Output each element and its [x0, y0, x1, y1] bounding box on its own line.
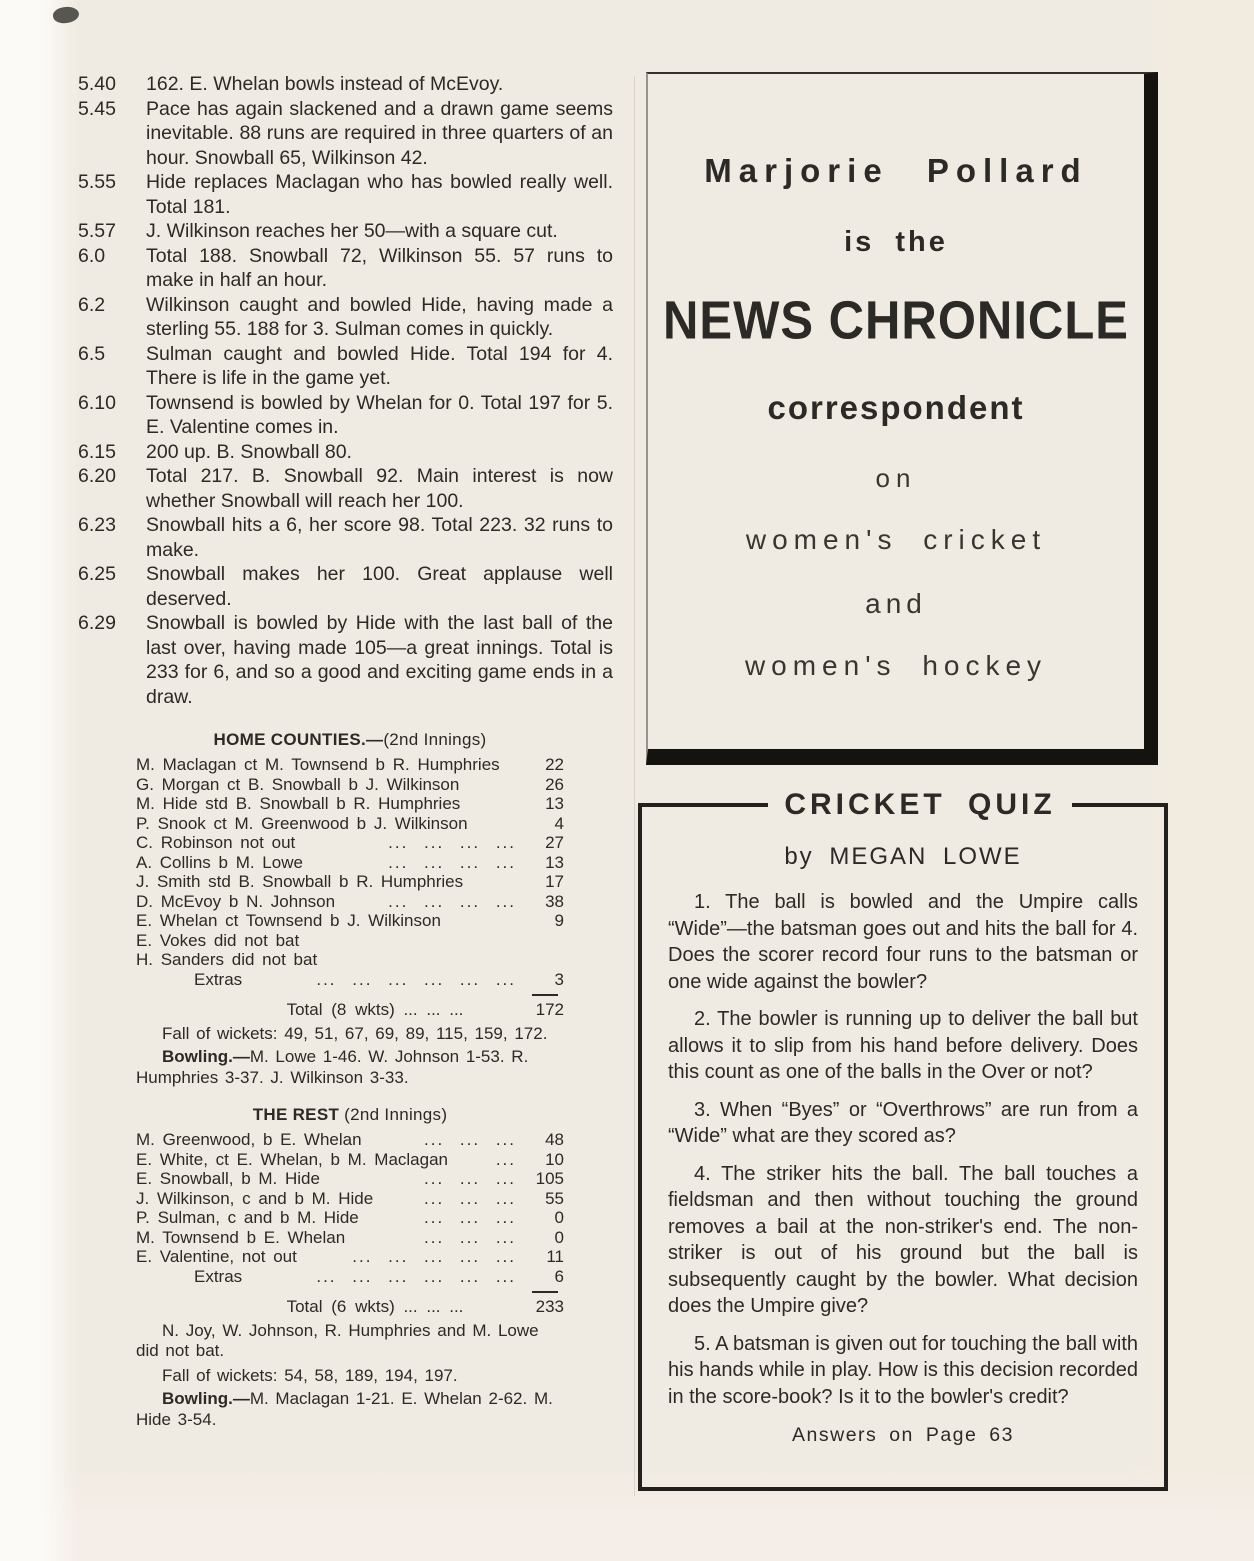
- batter-score: 4: [554, 813, 564, 833]
- batter-dismissal: E. Vokes did not bat: [136, 930, 300, 950]
- quiz-question-3: 3. When “Byes” or “Overthrows” are run from a “Wide” what are they scored as?: [668, 1098, 1138, 1147]
- scorecard-heading: [136, 729, 564, 750]
- dot-leader: ... ... ...: [424, 1208, 516, 1227]
- dot-leader: ... ... ... ... ...: [352, 1247, 516, 1266]
- total-rule: [532, 1291, 558, 1293]
- timeline-text: Wilkinson caught and bowled Hide, having made a sterling 55. 188 for 3. Sulman comes in quickly.: [146, 293, 613, 340]
- bowling-label: Bowling.—: [162, 1389, 250, 1408]
- total-row: [136, 1000, 564, 1020]
- scorecard-heading-team: THE REST: [252, 1105, 340, 1124]
- scan-artifact: [52, 5, 80, 24]
- timeline-time: 6.2: [78, 293, 106, 316]
- batter-score: 0: [554, 1227, 564, 1247]
- batter-dismissal: C. Robinson not out: [136, 833, 296, 852]
- batter-dismissal: P. Sulman, c and b M. Hide: [136, 1208, 359, 1227]
- dot-leader: ... ... ... ...: [388, 833, 516, 852]
- timeline-text: Snowball is bowled by Hide with the last ball of the last over, having made 105—a great innings. Total is 233 for 6, and so a good and exciting game ends in a draw.: [146, 612, 613, 708]
- match-report-column: [78, 72, 613, 1430]
- dot-leader: [299, 931, 528, 951]
- total-rule: [532, 994, 558, 996]
- extras-score: 3: [554, 969, 564, 989]
- batter-dismissal: M. Greenwood, b E. Whelan: [136, 1130, 362, 1149]
- total-label: Total (8 wkts) ... ... ...: [286, 1000, 464, 1019]
- quiz-question-1: 1. The ball is bowled and the Umpire calls “Wide”—the batsman goes out and hits the ball for 4. Does the scorer record four runs to the batsman or one wide against the bowler?: [668, 891, 1138, 993]
- ad-line-name: Marjorie Pollard: [704, 152, 1088, 189]
- batter-score: 0: [554, 1208, 564, 1227]
- ad-line-womens-hockey: women's hockey: [744, 650, 1048, 681]
- quiz-box: [638, 805, 1168, 1491]
- batter-dismissal: A. Collins b M. Lowe: [136, 852, 303, 872]
- timeline-time: 6.0: [78, 244, 106, 267]
- cricket-quiz: [638, 788, 1168, 1491]
- batting-row: [136, 1228, 564, 1248]
- extras-score: 6: [554, 1266, 564, 1286]
- timeline-text: Pace has again slackened and a drawn game seems inevitable. 88 runs are required in three quarters of an hour. Snowball 65, Wilkinson 42.: [146, 97, 613, 169]
- batter-dismissal: J. Wilkinson, c and b M. Hide: [136, 1188, 374, 1208]
- extras-label: Extras: [194, 969, 243, 989]
- dot-leader: [500, 755, 528, 775]
- batting-row: [136, 1189, 564, 1209]
- batter-dismissal: M. Hide std B. Snowball b R. Humphries: [136, 794, 461, 813]
- scorecard-heading-innings: (2nd Innings): [339, 1105, 448, 1124]
- dot-leader: ... ... ...: [424, 1188, 516, 1208]
- timeline-text: Townsend is bowled by Whelan for 0. Total 197 for 5. E. Valentine comes in.: [146, 391, 613, 438]
- quiz-title: CRICKET QUIZ: [784, 788, 1056, 821]
- timeline-time: 6.10: [78, 391, 116, 414]
- dot-leader: [460, 794, 528, 814]
- batter-dismissal: M. Maclagan ct M. Townsend b R. Humphries: [136, 755, 500, 774]
- ad-line-correspondent: correspondent: [767, 389, 1025, 426]
- timeline-time: 6.20: [78, 465, 116, 487]
- timeline-time: 5.45: [78, 97, 116, 120]
- fall-of-wickets: Fall of wickets: 49, 51, 67, 69, 89, 115, 159, 172.: [162, 1023, 548, 1043]
- dot-leader: [463, 872, 528, 892]
- ad-line-and: and: [865, 588, 927, 619]
- batter-score: 22: [545, 755, 564, 774]
- timeline-text: Snowball hits a 6, her score 98. Total 223. 32 runs to make.: [146, 514, 613, 561]
- quiz-byline: by MEGAN LOWE: [784, 843, 1022, 870]
- dot-leader: ... ... ... ...: [388, 852, 516, 872]
- timeline-text: Total 217. B. Snowball 92. Main interest is now whether Snowball will reach her 100.: [146, 465, 613, 512]
- scorecard-heading-team: HOME COUNTIES.—: [213, 730, 384, 749]
- batter-score: 10: [545, 1149, 564, 1169]
- timeline-time: 6.15: [78, 440, 116, 463]
- batter-dismissal: J. Smith std B. Snowball b R. Humphries: [136, 872, 464, 891]
- batter-dismissal: E. Valentine, not out: [136, 1247, 297, 1266]
- batting-row: [136, 775, 564, 795]
- batter-score: 13: [545, 852, 564, 872]
- total-score: 172: [535, 1000, 564, 1019]
- total-row: [136, 1297, 564, 1317]
- timeline-entry: [78, 219, 613, 244]
- timeline-entry: [78, 611, 613, 709]
- dot-leader: ... ... ...: [424, 1130, 516, 1149]
- dot-leader: [468, 814, 528, 834]
- quiz-answers-reference: Answers on Page 63: [792, 1424, 1014, 1446]
- scorecard-heading-innings: (2nd Innings): [383, 730, 487, 749]
- timeline-time: 6.5: [78, 342, 106, 365]
- bowling-text: M. Lowe 1-46. W. Johnson 1-53. R. Humphries 3-37. J. Wilkinson 3-33.: [136, 1047, 529, 1087]
- batter-score: 27: [545, 833, 564, 852]
- batter-dismissal: M. Townsend b E. Whelan: [136, 1227, 346, 1247]
- batting-row: [136, 755, 564, 775]
- the-rest-scorecard: [136, 1104, 564, 1430]
- timeline-time: 6.25: [78, 563, 116, 585]
- batting-row: [136, 833, 564, 853]
- timeline-text: 200 up. B. Snowball 80.: [146, 440, 352, 463]
- batter-score: 9: [554, 911, 564, 930]
- quiz-question-2: 2. The bowler is running up to deliver the ball but allows it to slip from his hand before delivery. Does this count as one of the balls in the Over or not?: [668, 1008, 1138, 1083]
- ad-line-is-the: is the: [844, 226, 948, 258]
- ad-line-paper-name: NEWS CHRONICLE: [663, 291, 1129, 351]
- total-score: 233: [535, 1297, 564, 1316]
- match-timeline: [78, 72, 613, 709]
- batting-row: [136, 931, 564, 951]
- timeline-time: 5.55: [78, 171, 116, 193]
- timeline-time: 5.40: [78, 73, 116, 95]
- timeline-time: 6.23: [78, 514, 116, 536]
- column-divider-line: [634, 76, 635, 1496]
- timeline-entry: [78, 513, 613, 562]
- batter-dismissal: E. Snowball, b M. Hide: [136, 1169, 320, 1188]
- batter-score: 48: [545, 1130, 564, 1149]
- timeline-entry: [78, 342, 613, 391]
- title-rule-left: [638, 803, 768, 807]
- batting-row: [136, 892, 564, 912]
- timeline-text: J. Wilkinson reaches her 50—with a square cut.: [146, 220, 558, 242]
- batting-row: [136, 1169, 564, 1189]
- batter-score: 11: [546, 1247, 564, 1266]
- batting-row: [136, 1247, 564, 1267]
- timeline-text: 162. E. Whelan bowls instead of McEvoy.: [146, 73, 504, 95]
- right-column: [638, 72, 1168, 1491]
- batter-score: 17: [545, 872, 564, 891]
- scorecard-heading: [136, 1104, 564, 1125]
- batter-score: [528, 950, 564, 970]
- timeline-entry: [78, 562, 613, 611]
- total-label: Total (6 wkts) ... ... ...: [286, 1297, 464, 1316]
- bowling-figures: [136, 1047, 564, 1088]
- timeline-entry: [78, 440, 613, 465]
- quiz-question-4: 4. The striker hits the ball. The ball touches a fieldsman and then without touching the ground removes a bail at the non-striker's end. The non-striker is out of his ground but the ball is subsequently caught by the bowler. What decision does the Umpire give?: [668, 1162, 1138, 1317]
- dot-leader: ...: [495, 1149, 516, 1169]
- batting-row: [136, 911, 564, 931]
- dot-leader: ... ... ...: [424, 1169, 516, 1188]
- batting-row: [136, 1208, 564, 1228]
- batter-dismissal: P. Snook ct M. Greenwood b J. Wilkinson: [136, 813, 468, 833]
- bowling-label: Bowling.—: [162, 1047, 250, 1066]
- batting-row: [136, 872, 564, 892]
- timeline-entry: [78, 170, 613, 219]
- ad-line-on: on: [875, 463, 917, 493]
- extras-row: [136, 1267, 564, 1287]
- batting-row: [136, 814, 564, 834]
- timeline-text: Hide replaces Maclagan who has bowled really well. Total 181.: [146, 171, 613, 218]
- batter-dismissal: G. Morgan ct B. Snowball b J. Wilkinson: [136, 774, 460, 794]
- batter-score: 38: [545, 891, 564, 911]
- timeline-entry: [78, 244, 613, 293]
- timeline-text: Sulman caught and bowled Hide. Total 194 for 4. There is life in the game yet.: [146, 342, 613, 389]
- timeline-entry: [78, 391, 613, 440]
- batting-row: [136, 1150, 564, 1170]
- title-rule-right: [1072, 803, 1168, 807]
- dot-leader: [441, 911, 528, 931]
- batter-dismissal: E. Whelan ct Townsend b J. Wilkinson: [136, 911, 441, 930]
- home-counties-scorecard: [136, 729, 564, 1088]
- batter-score: 105: [535, 1169, 564, 1188]
- dot-leader: ... ... ... ...: [388, 891, 516, 911]
- fall-of-wickets: Fall of wickets: 54, 58, 189, 194, 197.: [162, 1365, 458, 1385]
- dot-leader: ... ... ...: [424, 1227, 516, 1247]
- batting-row: [136, 1130, 564, 1150]
- batter-dismissal: H. Sanders did not bat: [136, 950, 318, 969]
- news-chronicle-ad: [646, 72, 1158, 765]
- dot-leader: ... ... ... ... ... ...: [316, 969, 516, 989]
- extras-row: [136, 970, 564, 990]
- timeline-entry: [78, 293, 613, 342]
- bowling-text: M. Maclagan 1-21. E. Whelan 2-62. M. Hide 3-54.: [136, 1389, 553, 1429]
- dot-leader: [317, 950, 528, 970]
- batting-row: [136, 950, 564, 970]
- batting-row: [136, 853, 564, 873]
- timeline-time: 6.29: [78, 612, 116, 634]
- dot-leader: ... ... ... ... ... ...: [316, 1266, 516, 1286]
- batter-score: 26: [545, 774, 564, 794]
- timeline-entry: [78, 97, 613, 171]
- batter-dismissal: E. White, ct E. Whelan, b M. Maclagan: [136, 1149, 449, 1169]
- extras-label: Extras: [194, 1266, 243, 1286]
- batter-score: 55: [545, 1188, 564, 1208]
- timeline-entry: [78, 72, 613, 97]
- did-not-bat-note: N. Joy, W. Johnson, R. Humphries and M. Lowe did not bat.: [136, 1320, 539, 1360]
- timeline-text: Snowball makes her 100. Great applause well deserved.: [146, 563, 613, 610]
- dot-leader: [459, 775, 528, 795]
- timeline-entry: [78, 464, 613, 513]
- ad-line-womens-cricket: women's cricket: [745, 524, 1047, 555]
- batter-score: [528, 931, 564, 951]
- timeline-time: 5.57: [78, 220, 116, 242]
- bowling-figures: [136, 1389, 564, 1430]
- batting-row: [136, 794, 564, 814]
- quiz-question-5: 5. A batsman is given out for touching the ball with his hands while in play. How is this decision recorded in the score-book? Is it to the bowler's credit?: [668, 1332, 1138, 1408]
- timeline-text: Total 188. Snowball 72, Wilkinson 55. 57 runs to make in half an hour.: [146, 244, 613, 291]
- batter-dismissal: D. McEvoy b N. Johnson: [136, 891, 336, 911]
- quiz-title-row: [638, 788, 1168, 822]
- batter-score: 13: [545, 794, 564, 813]
